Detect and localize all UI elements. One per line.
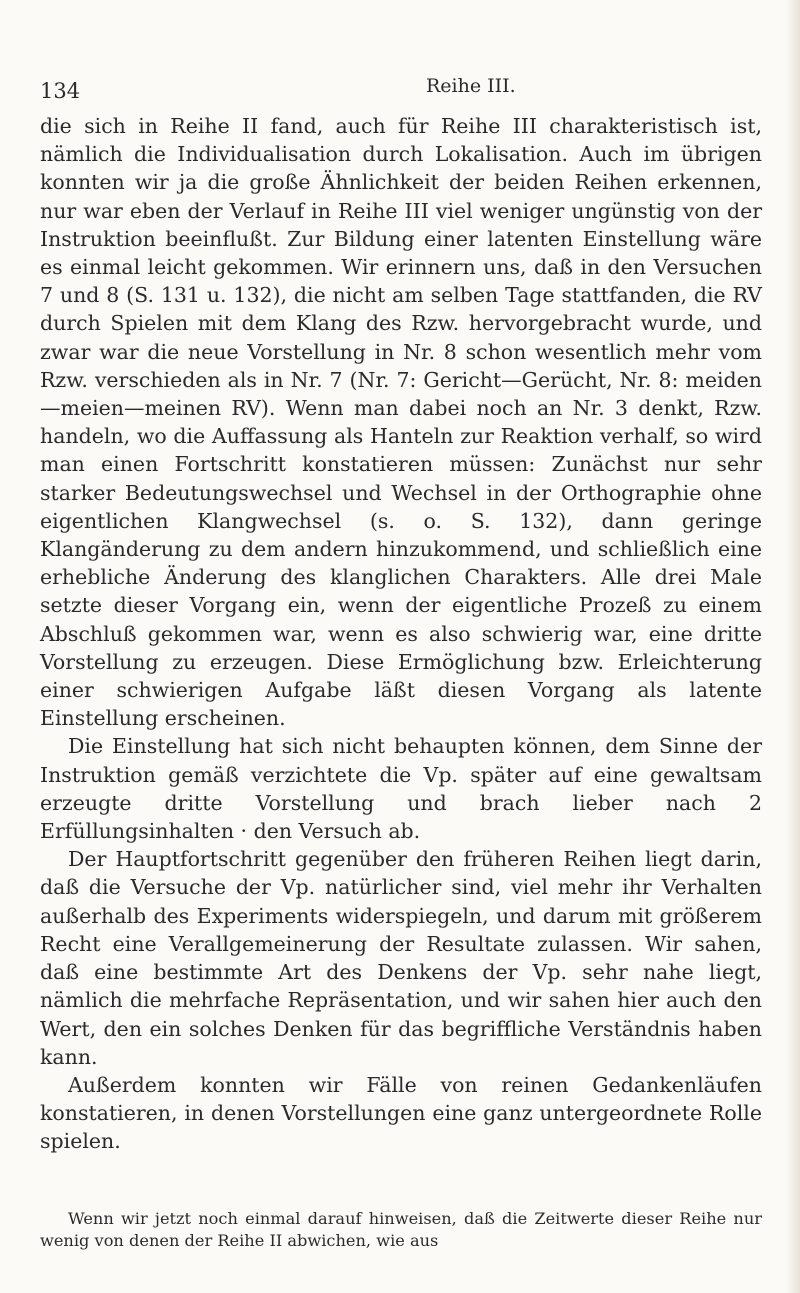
paragraph-2: Die Einstellung hat sich nicht behaupten können, dem Sinne der Instruktion gemäß verzichtete die Vp. später auf eine gewaltsam erzeugte dritte Vorstellung und brach lieber nach 2 Erfüllungsinhalten · den Versuch ab. — [40, 734, 762, 844]
paragraph-1: die sich in Reihe II fand, auch für Reihe III charakteristisch ist, nämlich die Individualisation durch Lokalisation. Auch im übrigen konnten wir ja die große Ähnlichkeit der beiden Reihen erkennen, nur war eben der Verlauf in Reihe III viel weniger ungünstig von der Instruktion beeinflußt. Zur Bildung einer latenten Einstellung wäre es einmal leicht gekommen. Wir erinnern uns, daß in den Versuchen 7 und 8 (S. 131 u. 132), die nicht am selben Tage stattfanden, die RV durch Spielen mit dem Klang des Rzw. hervorgebracht wurde, und zwar war die neue Vorstellung in Nr. 8 schon wesentlich mehr vom Rzw. verschieden als in Nr. 7 (Nr. 7: Gericht—Gerücht, Nr. 8: meiden—meien—meinen RV). Wenn man dabei noch an Nr. 3 denkt, Rzw. handeln, wo die Auffassung als Hanteln zur Reaktion verhalf, so wird man einen Fortschritt konstatieren müssen: Zunächst nur sehr starker Bedeutungswechsel und Wechsel in der Orthographie ohne eigentlichen Klangwechsel (s. o. S. 132), dann geringe Klangänderung zu dem andern hinzukommend, und schließlich eine erhebliche Änderung des klanglichen Charakters. Alle drei Male setzte dieser Vorgang ein, wenn der eigentliche Prozeß zu einem Abschluß gekommen war, wenn es also schwierig war, eine dritte Vorstellung zu erzeugen. Diese Ermöglichung bzw. Erleichterung einer schwierigen Aufgabe läßt diesen Vorgang als latente Einstellung erscheinen. — [40, 114, 762, 731]
footnote-text: Wenn wir jetzt noch einmal darauf hinweisen, daß die Zeitwerte dieser Reihe nur wenig von denen der Reihe II abwichen, wie aus — [40, 1209, 762, 1250]
page-header — [40, 75, 760, 107]
page-number: 134 — [40, 79, 81, 103]
body-text — [40, 112, 762, 1156]
paragraph-4: Außerdem konnten wir Fälle von reinen Gedankenläufen konstatieren, in denen Vorstellungen eine ganz untergeordnete Rolle spielen. — [40, 1072, 762, 1154]
page-edge-shadow — [786, 0, 800, 1293]
paragraph-3: Der Hauptfortschritt gegenüber den früheren Reihen liegt darin, daß die Versuche der Vp. natürlicher sind, viel mehr ihr Verhalten außerhalb des Experiments widerspiegeln, und darum mit größerem Recht eine Verallgemeinerung der Resultate zulassen. Wir sahen, daß eine bestimmte Art des Denkens der Vp. sehr nahe liegt, nämlich die mehrfache Repräsentation, und wir sahen hier auch den Wert, den ein solches Denken für das begriffliche Verständnis haben kann. — [40, 847, 762, 1069]
footnote — [40, 1208, 762, 1252]
running-head: Reihe III. — [426, 75, 516, 97]
